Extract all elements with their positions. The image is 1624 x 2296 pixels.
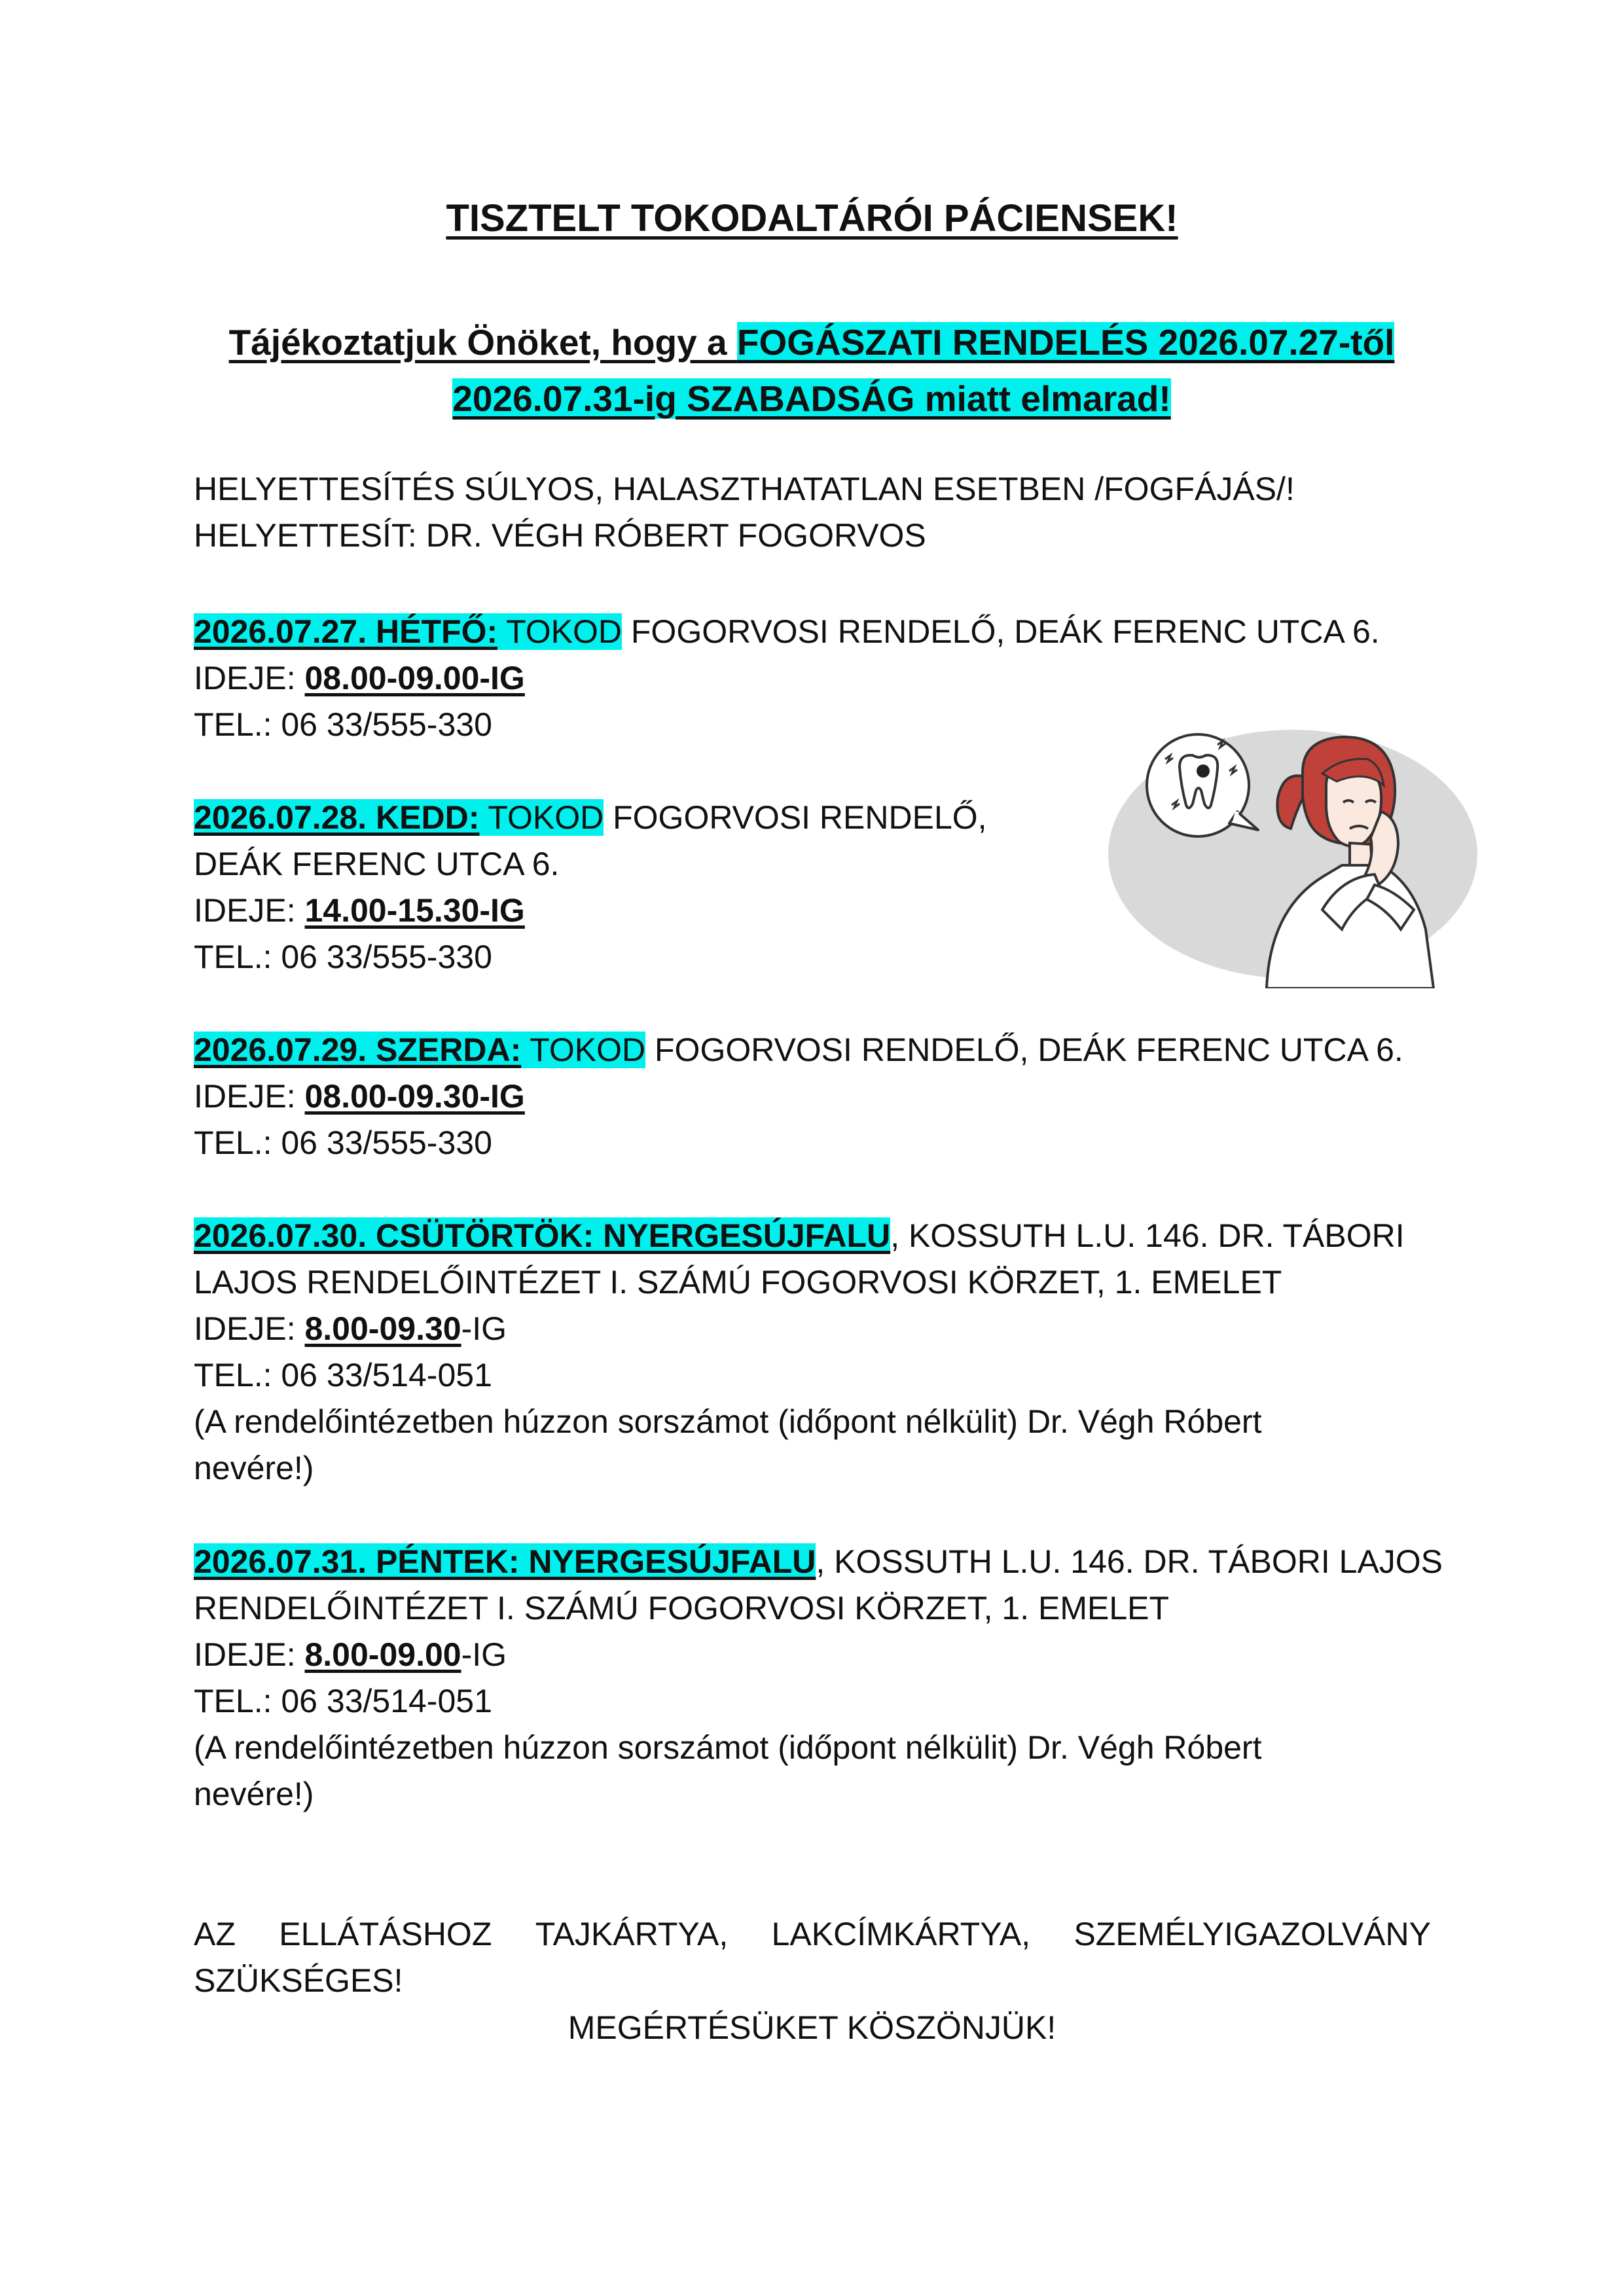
day-address: , KOSSUTH L.U. 146. DR. TÁBORI LAJOS xyxy=(816,1543,1443,1580)
footer-word: SZEMÉLYIGAZOLVÁNY xyxy=(1074,1916,1431,1952)
day-date-place-highlight xyxy=(194,613,622,650)
day-block-thursday xyxy=(194,1213,1405,1492)
day-note-line-2: nevére!) xyxy=(194,1776,314,1812)
intro-text: Tájékoztatjuk Önöket, hogy a xyxy=(228,322,737,363)
day-address: FOGORVOSI RENDELŐ, xyxy=(604,799,987,836)
day-time xyxy=(194,1073,1403,1120)
day-date-label: 2026.07.31. PÉNTEK: NYERGESÚJFALU xyxy=(194,1543,816,1580)
day-header xyxy=(194,1539,1443,1585)
day-time xyxy=(194,1306,1405,1352)
day-date-place-highlight xyxy=(194,799,604,836)
day-phone: TEL.: 06 33/555-330 xyxy=(194,1124,492,1161)
day-place: TOKOD xyxy=(479,799,604,836)
intro-highlight-1: FOGÁSZATI RENDELÉS 2026.07.27-től xyxy=(736,322,1395,363)
time-prefix: IDEJE: xyxy=(194,1078,305,1115)
day-phone: TEL.: 06 33/514-051 xyxy=(194,1357,492,1393)
page-title: TISZTELT TOKODALTÁRÓI PÁCIENSEK! xyxy=(446,197,1178,240)
time-value: 8.00-09.00 xyxy=(304,1636,461,1673)
time-prefix: IDEJE: xyxy=(194,892,305,929)
day-place: TOKOD xyxy=(497,613,622,650)
time-value: 14.00-15.30-IG xyxy=(304,892,525,929)
day-address: FOGORVOSI RENDELŐ, DEÁK FERENC UTCA 6. xyxy=(622,613,1380,650)
footer-word: LAKCÍMKÁRTYA, xyxy=(771,1916,1031,1952)
footer-word: TAJKÁRTYA, xyxy=(535,1916,729,1952)
footer-word: ELLÁTÁSHOZ xyxy=(279,1916,492,1952)
footer-requirements xyxy=(194,1911,1431,1958)
day-phone: TEL.: 06 33/514-051 xyxy=(194,1683,492,1719)
day-block-tuesday xyxy=(194,795,987,980)
day-date-label: 2026.07.29. SZERDA: xyxy=(194,1031,522,1068)
day-address: FOGORVOSI RENDELŐ, DEÁK FERENC UTCA 6. xyxy=(645,1031,1403,1068)
day-phone: TEL.: 06 33/555-330 xyxy=(194,939,492,975)
day-note-line-2: nevére!) xyxy=(194,1450,314,1486)
time-value: 8.00-09.30 xyxy=(304,1310,461,1347)
day-address-line-2: LAJOS RENDELŐINTÉZET I. SZÁMÚ FOGORVOSI KÖRZET, 1. EMELET xyxy=(194,1264,1282,1300)
day-date-place-highlight xyxy=(194,1031,645,1068)
day-date-label: 2026.07.30. CSÜTÖRTÖK: NYERGESÚJFALU xyxy=(194,1217,891,1254)
time-suffix: -IG xyxy=(461,1636,507,1673)
intro-highlight-2: 2026.07.31-ig SZABADSÁG miatt elmarad! xyxy=(452,378,1171,419)
day-header xyxy=(194,609,1380,655)
day-header xyxy=(194,795,987,841)
day-time xyxy=(194,655,1380,702)
time-suffix: -IG xyxy=(461,1310,507,1347)
toothache-illustration xyxy=(1106,713,1479,988)
day-block-friday xyxy=(194,1539,1443,1818)
day-date-label: 2026.07.28. KEDD: xyxy=(194,799,480,836)
day-place: TOKOD xyxy=(521,1031,646,1068)
substitution-info xyxy=(194,466,1295,559)
time-value: 08.00-09.30-IG xyxy=(304,1078,525,1115)
day-phone: TEL.: 06 33/555-330 xyxy=(194,706,492,743)
time-value: 08.00-09.00-IG xyxy=(304,660,525,696)
substitution-line-2: HELYETTESÍT: DR. VÉGH RÓBERT FOGORVOS xyxy=(194,517,926,554)
day-address-line-2: RENDELŐINTÉZET I. SZÁMÚ FOGORVOSI KÖRZET, 1. EMELET xyxy=(194,1590,1170,1626)
time-prefix: IDEJE: xyxy=(194,1310,305,1347)
day-address-line-2: DEÁK FERENC UTCA 6. xyxy=(194,846,560,882)
day-time xyxy=(194,1632,1443,1678)
day-address: , KOSSUTH L.U. 146. DR. TÁBORI xyxy=(890,1217,1405,1254)
thanks-text: MEGÉRTÉSÜKET KÖSZÖNJÜK! xyxy=(568,2009,1056,2046)
time-prefix: IDEJE: xyxy=(194,660,305,696)
day-note-line-1: (A rendelőintézetben húzzon sorszámot (időpont nélkülit) Dr. Végh Róbert xyxy=(194,1729,1262,1766)
day-header xyxy=(194,1213,1405,1259)
day-date-label: 2026.07.27. HÉTFŐ: xyxy=(194,613,498,650)
footer-requirements-line-2: SZÜKSÉGES! xyxy=(194,1962,403,1999)
time-prefix: IDEJE: xyxy=(194,1636,305,1673)
substitution-line-1: HELYETTESÍTÉS SÚLYOS, HALASZTHATATLAN ESETBEN /FOGFÁJÁS/! xyxy=(194,471,1295,507)
footer-word: AZ xyxy=(194,1916,236,1952)
day-note-line-1: (A rendelőintézetben húzzon sorszámot (időpont nélkülit) Dr. Végh Róbert xyxy=(194,1403,1262,1440)
day-time xyxy=(194,888,987,934)
day-header xyxy=(194,1027,1403,1073)
intro-announcement xyxy=(196,314,1427,427)
day-block-wednesday xyxy=(194,1027,1403,1166)
